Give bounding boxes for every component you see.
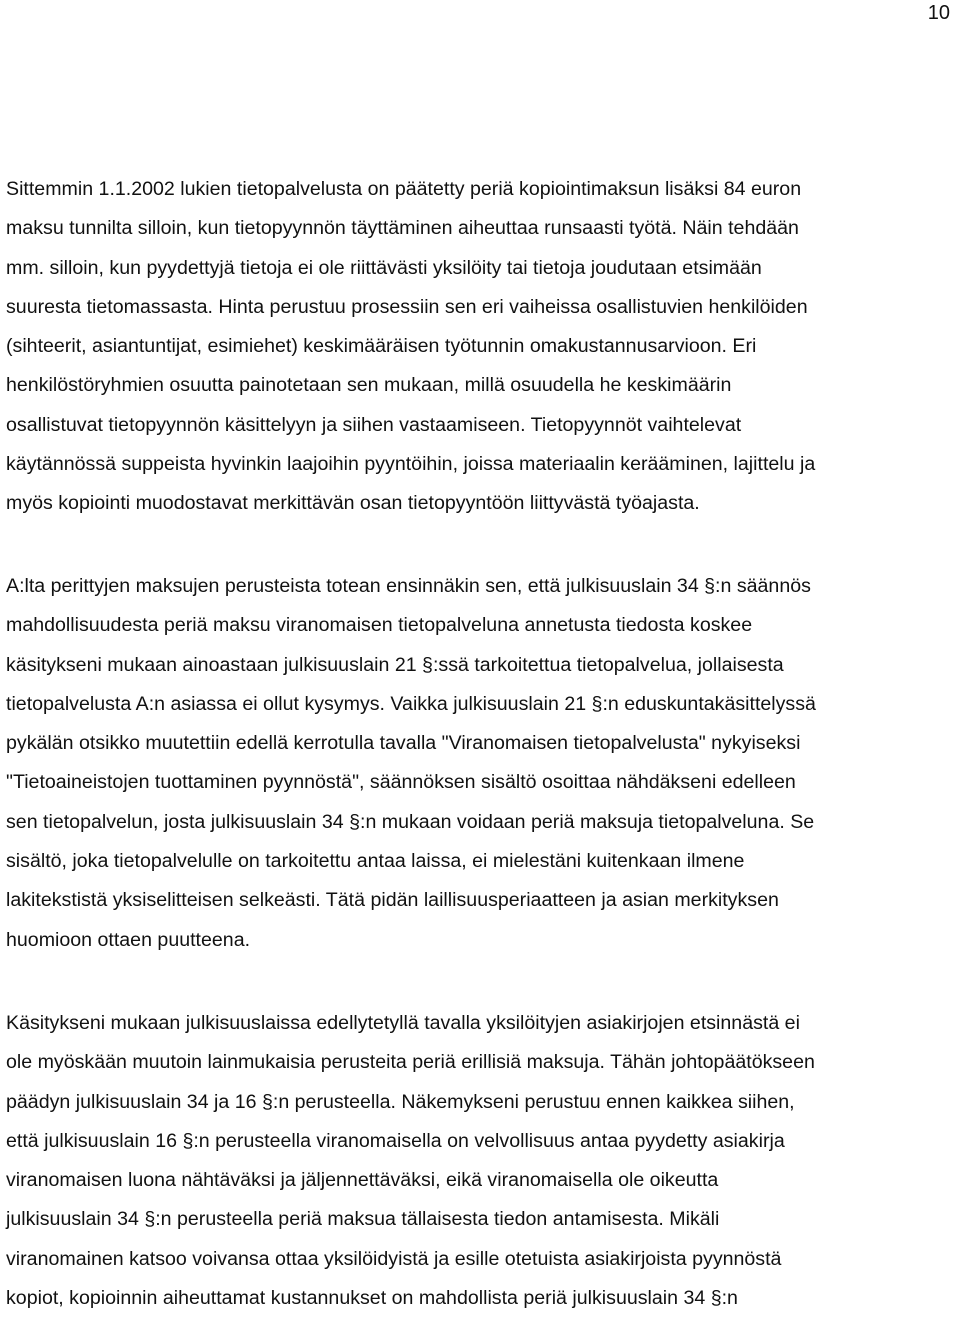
text-line: pykälän otsikko muutettiin edellä kerrotulla tavalla "Viranomaisen tietopalvelusta" nykyiseksi — [6, 732, 801, 755]
text-line: mahdollisuudesta periä maksu viranomaisen tietopalveluna annetusta tiedosta koskee — [6, 614, 753, 637]
text-line: lakitekstistä yksiselitteisen selkeästi. Tätä pidän laillisuusperiaatteen ja asian merkityksen — [6, 889, 779, 912]
text-line: maksu tunnilta silloin, kun tietopyynnön täyttäminen aiheuttaa runsaasti työtä. Näin tehdään — [6, 217, 799, 240]
text-line: Käsitykseni mukaan julkisuuslaissa edellytetyllä tavalla yksilöityjen asiakirjojen etsinnästä ei — [6, 1012, 800, 1034]
paragraph-document-search-fees — [6, 1004, 956, 1318]
paragraph-legal-assessment — [6, 567, 956, 960]
text-line: sen tietopalvelun, josta julkisuuslain 34 §:n mukaan voidaan periä maksuja tietopalveluna. Se — [6, 810, 815, 833]
text-line: viranomaisen luona nähtäväksi ja jäljennettäväksi, eikä viranomaisella ole oikeutta — [6, 1169, 719, 1192]
text-line: julkisuuslain 34 §:n perusteella periä maksua tällaisesta tiedon antamisesta. Mikäli — [6, 1208, 720, 1231]
text-line: että julkisuuslain 16 §:n perusteella viranomaisella on velvollisuus antaa pyydetty asiakirja — [6, 1129, 785, 1152]
text-line: käytännössä suppeista hyvinkin laajoihin pyyntöihin, joissa materiaalin kerääminen, lajittelu ja — [6, 453, 816, 476]
text-line: viranomainen katsoo voivansa ottaa yksilöidyistä ja esille otetuista asiakirjoista pyynnöstä — [6, 1247, 782, 1270]
paragraph-fee-basis — [6, 170, 956, 524]
text-line: henkilöstöryhmien osuutta painotetaan sen mukaan, millä osuudella he keskimäärin — [6, 374, 732, 397]
text-line: Sittemmin 1.1.2002 lukien tietopalvelusta on päätetty periä kopiointimaksun lisäksi 84 euron — [6, 178, 802, 200]
text-line: A:lta perittyjen maksujen perusteista totean ensinnäkin sen, että julkisuuslain 34 §:n säännös — [6, 575, 811, 597]
text-line: huomioon ottaen puutteena. — [6, 928, 251, 951]
text-line: myös kopiointi muodostavat merkittävän osan tietopyyntöön liittyvästä työajasta. — [6, 492, 700, 515]
text-line: päädyn julkisuuslain 34 ja 16 §:n perusteella. Näkemykseni perustuu ennen kaikkea siihen, — [6, 1090, 795, 1113]
page-number: 10 — [927, 2, 950, 24]
text-line: tietopalvelusta A:n asiassa ei ollut kysymys. Vaikka julkisuuslain 21 §:n eduskuntakäsittelyssä — [6, 692, 816, 715]
text-line: kopiot, kopioinnin aiheuttamat kustannukset on mahdollista periä julkisuuslain 34 §:n — [6, 1287, 738, 1310]
text-line: mm. silloin, kun pyydettyjä tietoja ei ole riittävästi yksilöity tai tietoja joudutaan etsimään — [6, 256, 762, 279]
text-line: "Tietoaineistojen tuottaminen pyynnöstä", säännöksen sisältö osoittaa nähdäkseni edelleen — [6, 771, 796, 794]
text-line: sisältö, joka tietopalvelulle on tarkoitettu antaa laissa, ei mielestäni kuitenkaan ilmene — [6, 850, 745, 873]
text-line: osallistuvat tietopyynnön käsittelyyn ja siihen vastaamiseen. Tietopyynnöt vaihtelevat — [6, 413, 742, 436]
text-line: (sihteerit, asiantuntijat, esimiehet) keskimääräisen työtunnin omakustannusarvioon. Eri — [6, 335, 757, 358]
text-line: ole myöskään muutoin lainmukaisia perusteita periä erillisiä maksuja. Tähän johtopäätökseen — [6, 1051, 815, 1074]
text-line: käsitykseni mukaan ainoastaan julkisuuslain 21 §:ssä tarkoitettua tietopalvelua, jollaisesta — [6, 653, 784, 676]
text-line: suuresta tietomassasta. Hinta perustuu prosessiin sen eri vaiheissa osallistuvien henkilöiden — [6, 295, 808, 318]
